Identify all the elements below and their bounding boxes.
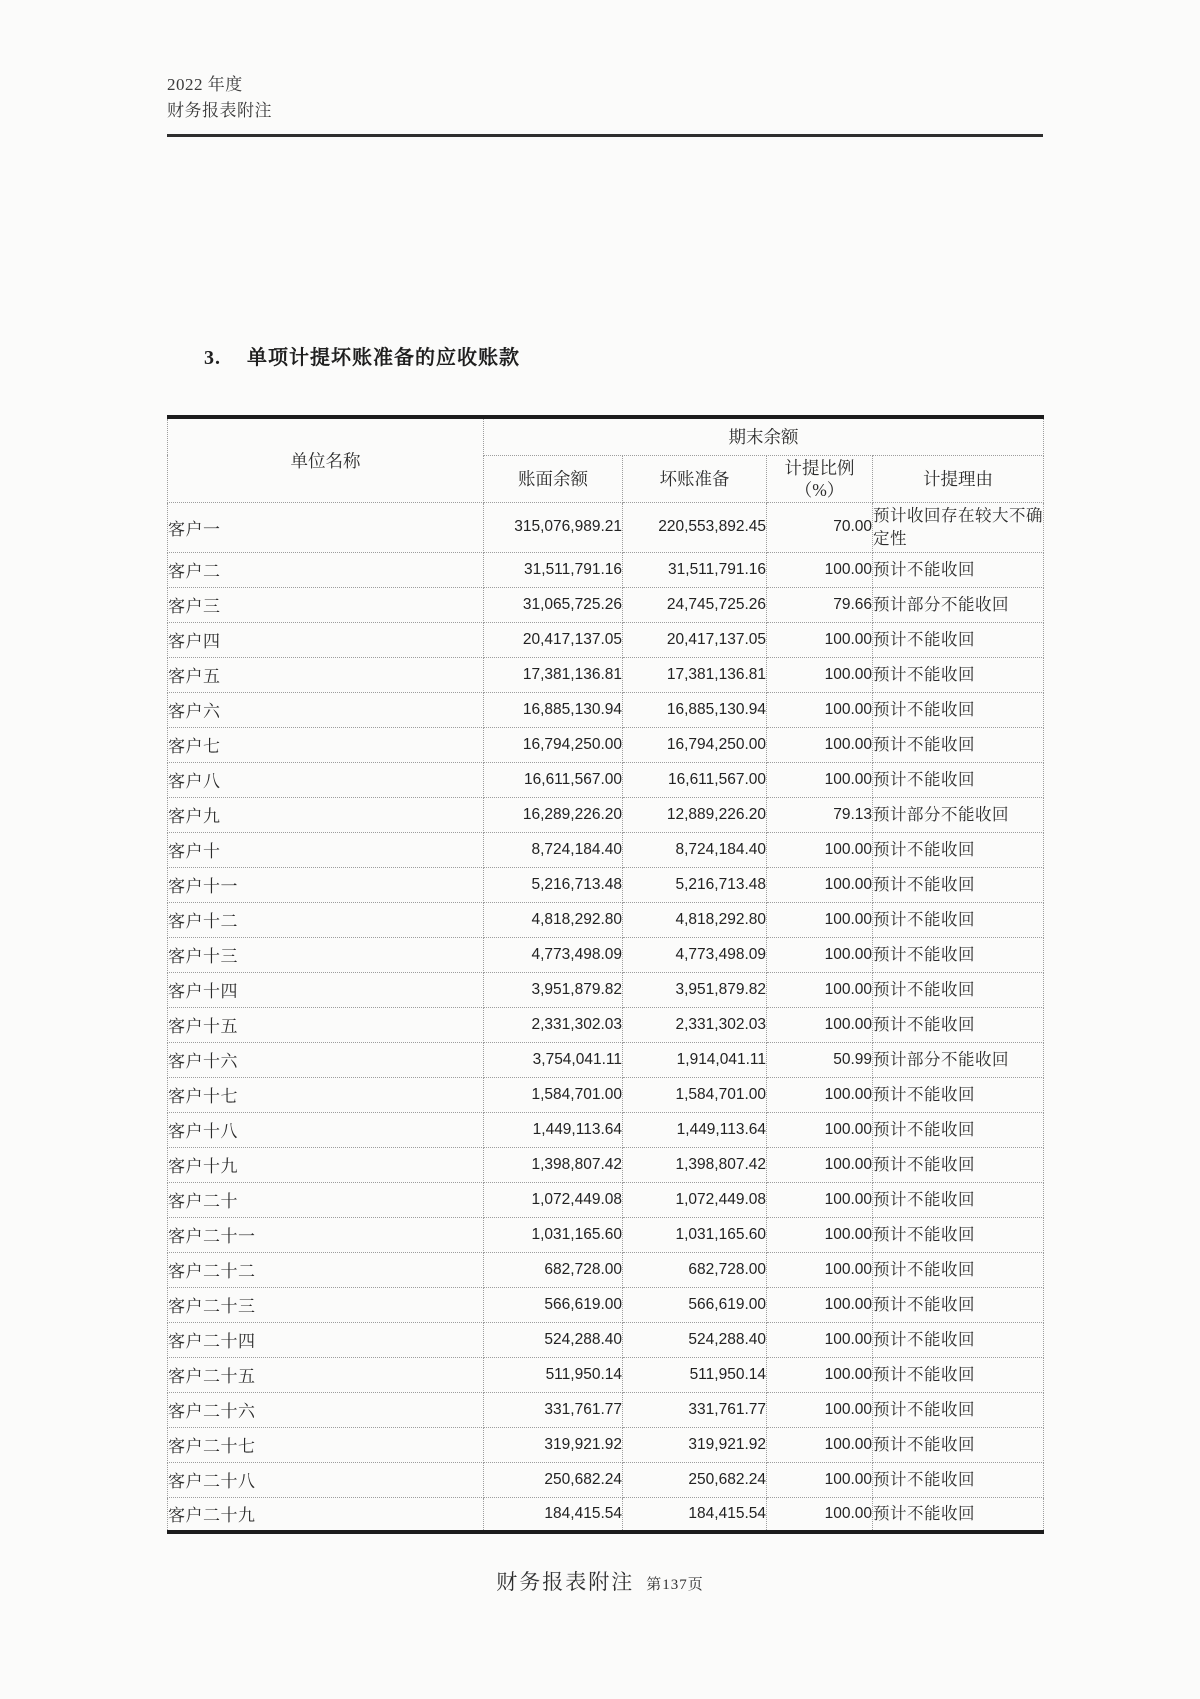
book-balance-cell: 3,754,041.11 — [484, 1042, 623, 1077]
provision-ratio-cell: 100.00 — [767, 727, 873, 762]
provision-ratio-cell: 100.00 — [767, 1007, 873, 1042]
provision-ratio-cell: 100.00 — [767, 1252, 873, 1287]
reason-cell: 预计不能收回 — [873, 832, 1044, 867]
provision-ratio-cell: 100.00 — [767, 1462, 873, 1497]
unit-name-cell: 客户三 — [168, 587, 484, 622]
book-balance-cell: 5,216,713.48 — [484, 867, 623, 902]
unit-name-cell: 客户二 — [168, 552, 484, 587]
bad-debt-cell: 4,773,498.09 — [623, 937, 767, 972]
doc-year: 2022 年度 — [167, 75, 243, 94]
table-row — [168, 1147, 1044, 1182]
unit-name-cell: 客户十六 — [168, 1042, 484, 1077]
provision-ratio-cell: 100.00 — [767, 1497, 873, 1532]
unit-name-cell: 客户二十六 — [168, 1392, 484, 1427]
book-balance-cell: 319,921.92 — [484, 1427, 623, 1462]
book-balance-cell: 315,076,989.21 — [484, 502, 623, 552]
book-balance-cell: 20,417,137.05 — [484, 622, 623, 657]
reason-cell: 预计不能收回 — [873, 1322, 1044, 1357]
table-row — [168, 972, 1044, 1007]
col-header-provision-ratio: 计提比例 （%） — [767, 455, 873, 502]
unit-name-cell: 客户十四 — [168, 972, 484, 1007]
unit-name-cell: 客户一 — [168, 502, 484, 552]
unit-name-cell: 客户二十九 — [168, 1497, 484, 1532]
provision-ratio-cell: 100.00 — [767, 1112, 873, 1147]
unit-name-cell: 客户十二 — [168, 902, 484, 937]
bad-debt-cell: 8,724,184.40 — [623, 832, 767, 867]
reason-cell: 预计不能收回 — [873, 937, 1044, 972]
bad-debt-cell: 331,761.77 — [623, 1392, 767, 1427]
unit-name-cell: 客户六 — [168, 692, 484, 727]
doc-title: 财务报表附注 — [167, 101, 272, 120]
unit-name-cell: 客户二十五 — [168, 1357, 484, 1392]
bad-debt-cell: 1,584,701.00 — [623, 1077, 767, 1112]
footer-title: 财务报表附注 — [496, 1570, 635, 1594]
unit-name-cell: 客户二十四 — [168, 1322, 484, 1357]
provision-ratio-cell: 100.00 — [767, 762, 873, 797]
bad-debt-cell: 24,745,725.26 — [623, 587, 767, 622]
unit-name-cell: 客户十八 — [168, 1112, 484, 1147]
reason-cell: 预计不能收回 — [873, 1462, 1044, 1497]
bad-debt-cell: 4,818,292.80 — [623, 902, 767, 937]
book-balance-cell: 184,415.54 — [484, 1497, 623, 1532]
section-title — [204, 341, 520, 370]
reason-cell: 预计不能收回 — [873, 1147, 1044, 1182]
book-balance-cell: 16,289,226.20 — [484, 797, 623, 832]
table-row — [168, 692, 1044, 727]
provision-ratio-cell: 100.00 — [767, 622, 873, 657]
reason-cell: 预计不能收回 — [873, 1497, 1044, 1532]
book-balance-cell: 16,611,567.00 — [484, 762, 623, 797]
unit-name-cell: 客户二十八 — [168, 1462, 484, 1497]
bad-debt-cell: 250,682.24 — [623, 1462, 767, 1497]
table-row — [168, 1217, 1044, 1252]
provision-ratio-cell: 100.00 — [767, 972, 873, 1007]
book-balance-cell: 1,072,449.08 — [484, 1182, 623, 1217]
unit-name-cell: 客户四 — [168, 622, 484, 657]
provision-ratio-cell: 100.00 — [767, 867, 873, 902]
reason-cell: 预计不能收回 — [873, 1427, 1044, 1462]
bad-debt-cell: 1,072,449.08 — [623, 1182, 767, 1217]
unit-name-cell: 客户九 — [168, 797, 484, 832]
reason-cell: 预计部分不能收回 — [873, 587, 1044, 622]
unit-name-cell: 客户八 — [168, 762, 484, 797]
unit-name-cell: 客户十九 — [168, 1147, 484, 1182]
reason-cell: 预计部分不能收回 — [873, 1042, 1044, 1077]
provision-ratio-cell: 100.00 — [767, 657, 873, 692]
reason-cell: 预计不能收回 — [873, 1252, 1044, 1287]
table-row — [168, 1112, 1044, 1147]
bad-debt-cell: 16,794,250.00 — [623, 727, 767, 762]
reason-cell: 预计不能收回 — [873, 1357, 1044, 1392]
reason-cell: 预计不能收回 — [873, 1007, 1044, 1042]
table-row — [168, 1077, 1044, 1112]
unit-name-cell: 客户十五 — [168, 1007, 484, 1042]
table-row — [168, 832, 1044, 867]
table-row — [168, 1357, 1044, 1392]
reason-cell: 预计不能收回 — [873, 762, 1044, 797]
provision-ratio-cell: 100.00 — [767, 552, 873, 587]
table-row — [168, 1252, 1044, 1287]
reason-cell: 预计不能收回 — [873, 1112, 1044, 1147]
provision-ratio-cell: 100.00 — [767, 1322, 873, 1357]
book-balance-cell: 524,288.40 — [484, 1322, 623, 1357]
provision-ratio-cell: 100.00 — [767, 937, 873, 972]
reason-cell: 预计收回存在较大不确定性 — [873, 502, 1044, 552]
col-header-book-balance: 账面余额 — [484, 455, 623, 502]
receivables-table — [167, 415, 1044, 1534]
table-row — [168, 867, 1044, 902]
provision-ratio-cell: 100.00 — [767, 1427, 873, 1462]
provision-ratio-cell: 100.00 — [767, 902, 873, 937]
table-row — [168, 1462, 1044, 1497]
reason-cell: 预计不能收回 — [873, 902, 1044, 937]
book-balance-cell: 250,682.24 — [484, 1462, 623, 1497]
reason-cell: 预计不能收回 — [873, 1287, 1044, 1322]
table-row — [168, 657, 1044, 692]
reason-cell: 预计不能收回 — [873, 867, 1044, 902]
bad-debt-cell: 16,611,567.00 — [623, 762, 767, 797]
provision-ratio-cell: 100.00 — [767, 1182, 873, 1217]
bad-debt-cell: 31,511,791.16 — [623, 552, 767, 587]
bad-debt-cell: 16,885,130.94 — [623, 692, 767, 727]
table-row — [168, 1287, 1044, 1322]
book-balance-cell: 17,381,136.81 — [484, 657, 623, 692]
reason-cell: 预计不能收回 — [873, 727, 1044, 762]
book-balance-cell: 682,728.00 — [484, 1252, 623, 1287]
table-row — [168, 1007, 1044, 1042]
provision-ratio-cell: 100.00 — [767, 1357, 873, 1392]
book-balance-cell: 8,724,184.40 — [484, 832, 623, 867]
table-row — [168, 727, 1044, 762]
reason-cell: 预计不能收回 — [873, 1392, 1044, 1427]
provision-ratio-cell: 100.00 — [767, 1217, 873, 1252]
provision-ratio-cell: 100.00 — [767, 1287, 873, 1322]
bad-debt-cell: 12,889,226.20 — [623, 797, 767, 832]
reason-cell: 预计不能收回 — [873, 1217, 1044, 1252]
book-balance-cell: 1,449,113.64 — [484, 1112, 623, 1147]
bad-debt-cell: 566,619.00 — [623, 1287, 767, 1322]
col-header-reason: 计提理由 — [873, 455, 1044, 502]
unit-name-cell: 客户十七 — [168, 1077, 484, 1112]
bad-debt-cell: 2,331,302.03 — [623, 1007, 767, 1042]
table-body — [168, 502, 1044, 1532]
table-row — [168, 1322, 1044, 1357]
table-row — [168, 552, 1044, 587]
book-balance-cell: 31,511,791.16 — [484, 552, 623, 587]
bad-debt-cell: 184,415.54 — [623, 1497, 767, 1532]
reason-cell: 预计不能收回 — [873, 692, 1044, 727]
book-balance-cell: 4,773,498.09 — [484, 937, 623, 972]
table-row — [168, 1182, 1044, 1217]
reason-cell: 预计不能收回 — [873, 1182, 1044, 1217]
bad-debt-cell: 1,031,165.60 — [623, 1217, 767, 1252]
table-row — [168, 587, 1044, 622]
bad-debt-cell: 682,728.00 — [623, 1252, 767, 1287]
bad-debt-cell: 220,553,892.45 — [623, 502, 767, 552]
footer-page-number: 第137页 — [646, 1577, 704, 1593]
bad-debt-cell: 5,216,713.48 — [623, 867, 767, 902]
provision-ratio-cell: 100.00 — [767, 1077, 873, 1112]
table-row — [168, 937, 1044, 972]
table-row — [168, 1042, 1044, 1077]
bad-debt-cell: 511,950.14 — [623, 1357, 767, 1392]
book-balance-cell: 4,818,292.80 — [484, 902, 623, 937]
provision-ratio-cell: 100.00 — [767, 1147, 873, 1182]
bad-debt-cell: 20,417,137.05 — [623, 622, 767, 657]
header-rule — [167, 134, 1043, 137]
unit-name-cell: 客户七 — [168, 727, 484, 762]
table-row — [168, 1497, 1044, 1532]
bad-debt-cell: 524,288.40 — [623, 1322, 767, 1357]
book-balance-cell: 31,065,725.26 — [484, 587, 623, 622]
book-balance-cell: 566,619.00 — [484, 1287, 623, 1322]
book-balance-cell: 1,584,701.00 — [484, 1077, 623, 1112]
table-row — [168, 902, 1044, 937]
table-row — [168, 1427, 1044, 1462]
provision-ratio-cell: 79.66 — [767, 587, 873, 622]
reason-cell: 预计不能收回 — [873, 552, 1044, 587]
col-header-ending-balance: 期末余额 — [484, 417, 1044, 455]
book-balance-cell: 3,951,879.82 — [484, 972, 623, 1007]
col-header-bad-debt: 坏账准备 — [623, 455, 767, 502]
bad-debt-cell: 319,921.92 — [623, 1427, 767, 1462]
unit-name-cell: 客户二十七 — [168, 1427, 484, 1462]
unit-name-cell: 客户五 — [168, 657, 484, 692]
book-balance-cell: 16,794,250.00 — [484, 727, 623, 762]
table-row — [168, 622, 1044, 657]
table-header — [168, 417, 1044, 502]
unit-name-cell: 客户十一 — [168, 867, 484, 902]
reason-cell: 预计部分不能收回 — [873, 797, 1044, 832]
reason-cell: 预计不能收回 — [873, 1077, 1044, 1112]
table-row — [168, 797, 1044, 832]
document-header — [167, 72, 272, 124]
table-row — [168, 502, 1044, 552]
unit-name-cell: 客户二十二 — [168, 1252, 484, 1287]
bad-debt-cell: 1,398,807.42 — [623, 1147, 767, 1182]
unit-name-cell: 客户十三 — [168, 937, 484, 972]
reason-cell: 预计不能收回 — [873, 622, 1044, 657]
book-balance-cell: 16,885,130.94 — [484, 692, 623, 727]
provision-ratio-cell: 79.13 — [767, 797, 873, 832]
table-row — [168, 762, 1044, 797]
book-balance-cell: 1,398,807.42 — [484, 1147, 623, 1182]
book-balance-cell: 2,331,302.03 — [484, 1007, 623, 1042]
section-heading: 单项计提坏账准备的应收账款 — [247, 347, 520, 369]
section-number: 3. — [204, 347, 221, 369]
reason-cell: 预计不能收回 — [873, 657, 1044, 692]
bad-debt-cell: 1,449,113.64 — [623, 1112, 767, 1147]
bad-debt-cell: 1,914,041.11 — [623, 1042, 767, 1077]
book-balance-cell: 1,031,165.60 — [484, 1217, 623, 1252]
unit-name-cell: 客户二十一 — [168, 1217, 484, 1252]
unit-name-cell: 客户十 — [168, 832, 484, 867]
provision-ratio-cell: 100.00 — [767, 1392, 873, 1427]
reason-cell: 预计不能收回 — [873, 972, 1044, 1007]
page-footer — [0, 1566, 1200, 1596]
unit-name-cell: 客户二十三 — [168, 1287, 484, 1322]
bad-debt-cell: 17,381,136.81 — [623, 657, 767, 692]
provision-ratio-cell: 100.00 — [767, 832, 873, 867]
book-balance-cell: 511,950.14 — [484, 1357, 623, 1392]
book-balance-cell: 331,761.77 — [484, 1392, 623, 1427]
provision-ratio-cell: 100.00 — [767, 692, 873, 727]
bad-debt-cell: 3,951,879.82 — [623, 972, 767, 1007]
col-header-unit-name: 单位名称 — [168, 417, 484, 502]
provision-ratio-cell: 70.00 — [767, 502, 873, 552]
unit-name-cell: 客户二十 — [168, 1182, 484, 1217]
table-row — [168, 1392, 1044, 1427]
provision-ratio-cell: 50.99 — [767, 1042, 873, 1077]
